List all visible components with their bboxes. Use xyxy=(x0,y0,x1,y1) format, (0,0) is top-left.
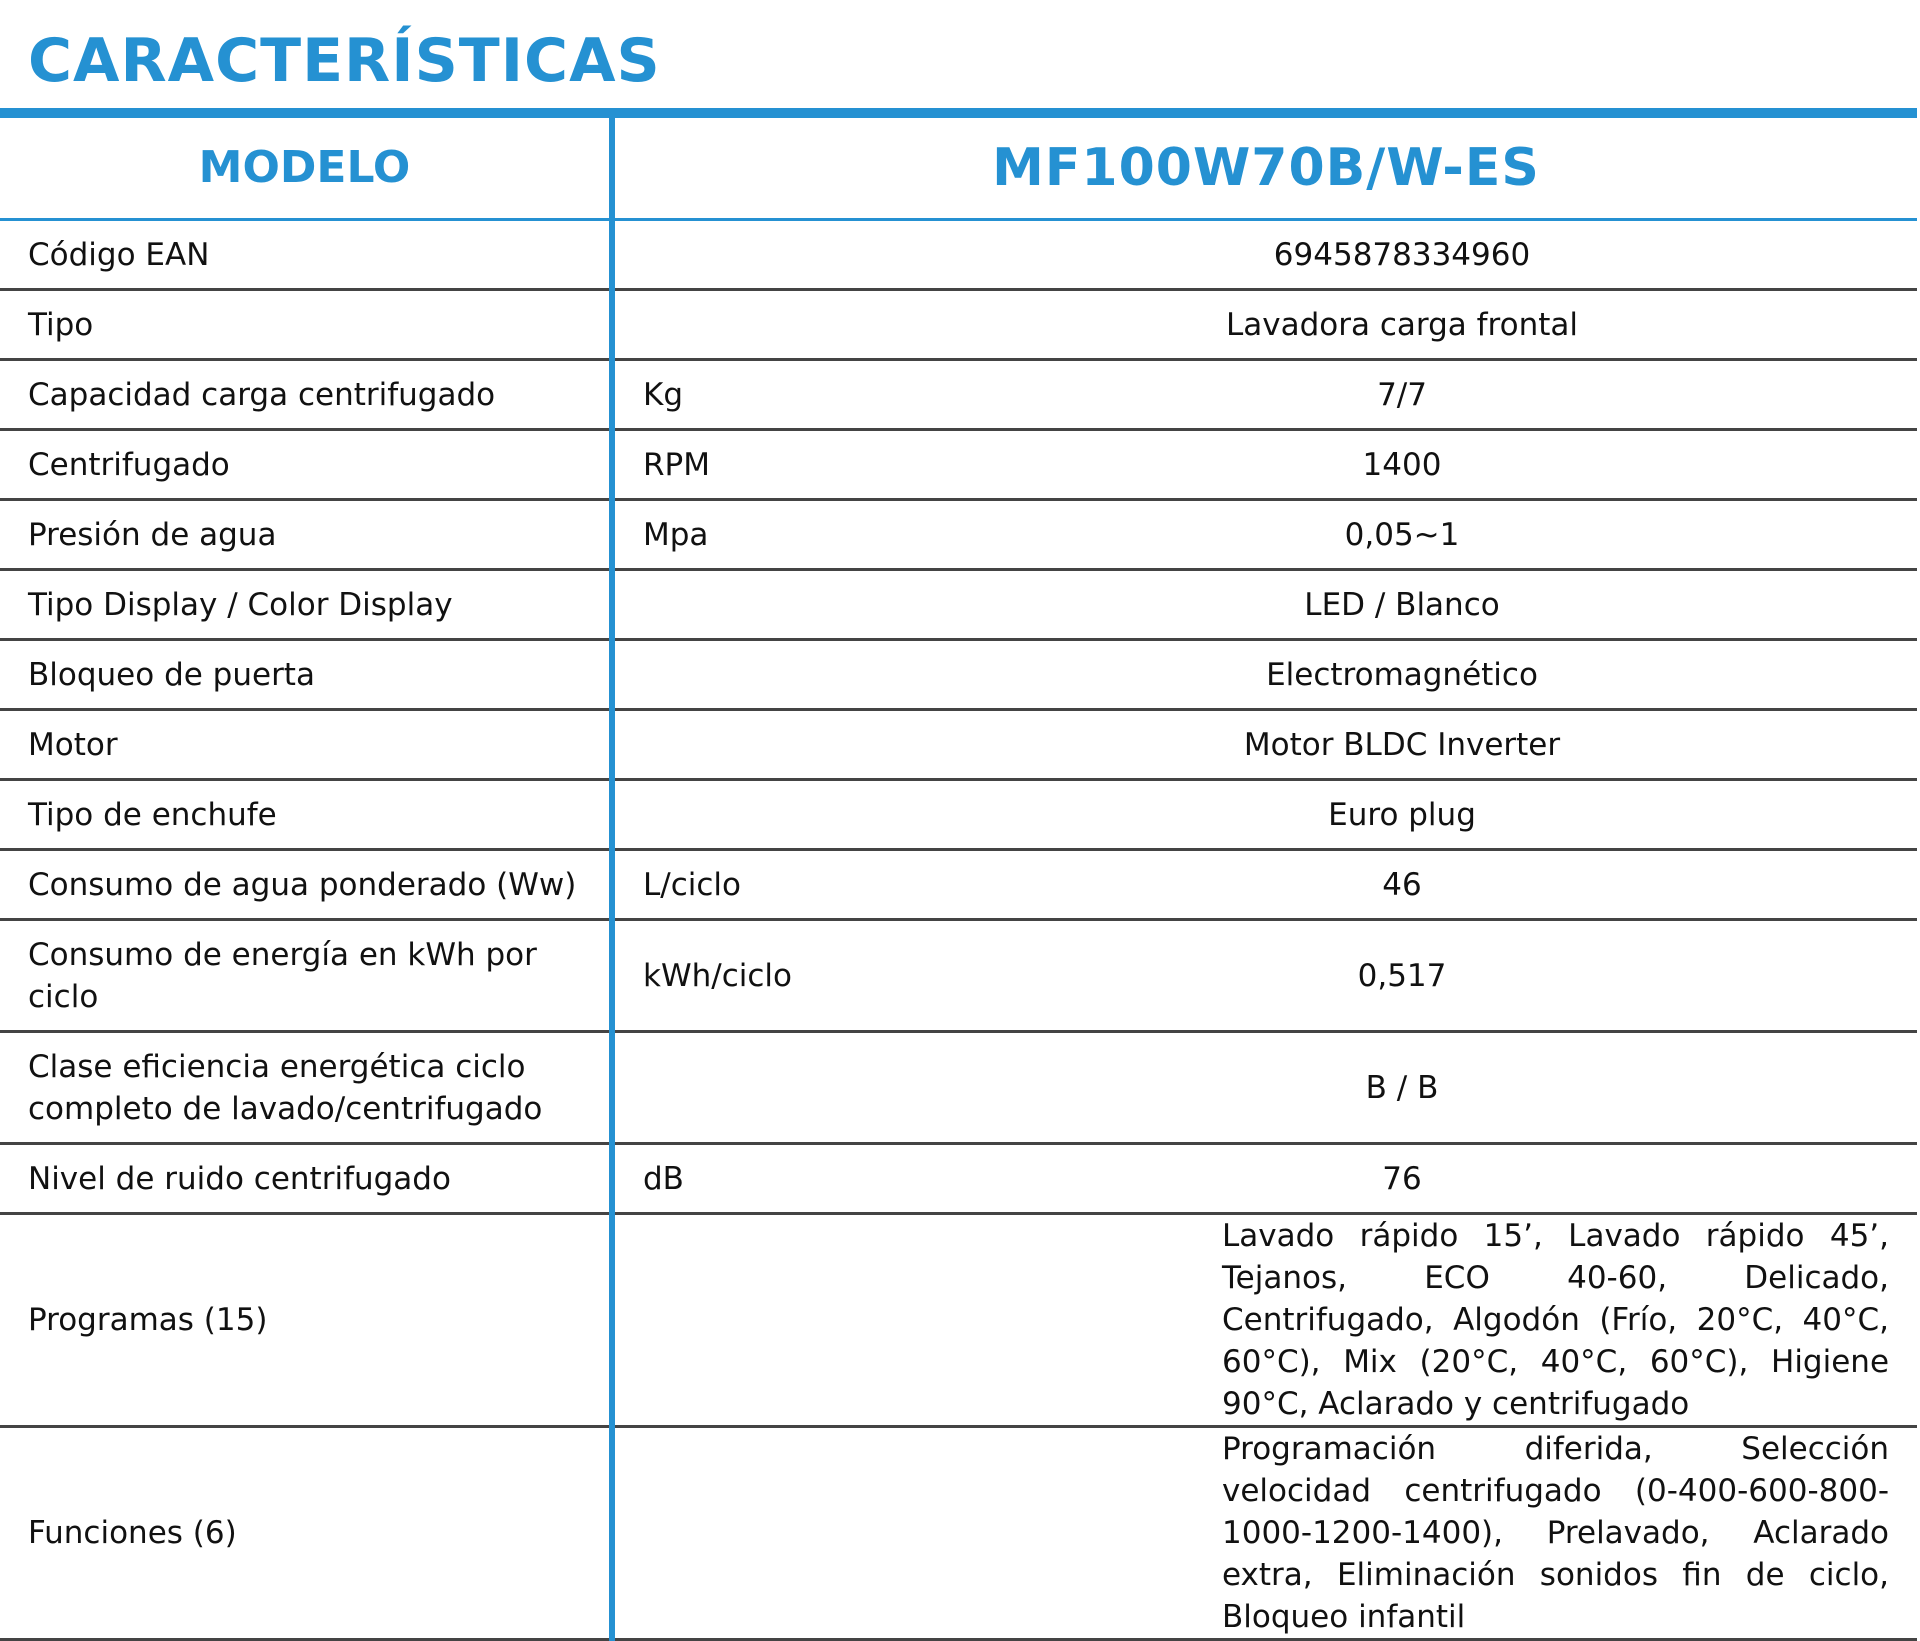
row-value: 0,05~1 xyxy=(887,500,1917,570)
row-unit xyxy=(612,570,887,640)
row-value: LED / Blanco xyxy=(887,570,1917,640)
row-value: Electromagnético xyxy=(887,640,1917,710)
row-unit: kWh/ciclo xyxy=(612,920,887,1032)
table-row xyxy=(0,430,1917,500)
row-value: Lavadora carga frontal xyxy=(887,290,1917,360)
spec-table xyxy=(0,118,1917,1641)
table-row xyxy=(0,290,1917,360)
table-row xyxy=(0,1214,1917,1427)
row-label: Tipo xyxy=(0,290,612,360)
row-unit xyxy=(612,640,887,710)
row-value: Euro plug xyxy=(887,780,1917,850)
row-unit xyxy=(612,710,887,780)
row-value: 76 xyxy=(887,1144,1917,1214)
row-unit: Kg xyxy=(612,360,887,430)
row-label: Clase eficiencia energética ciclo completo de lavado/centrifugado xyxy=(0,1032,612,1144)
row-value: Programación diferida, Selección velocidad centrifugado (0-400-600-800-1000-1200-1400), Prelavado, Aclarado extra, Eliminación sonidos fin de ciclo, Bloqueo infantil xyxy=(887,1427,1917,1640)
row-unit xyxy=(612,1427,887,1640)
row-value: 46 xyxy=(887,850,1917,920)
row-value: 0,517 xyxy=(887,920,1917,1032)
row-label: Capacidad carga centrifugado xyxy=(0,360,612,430)
row-unit: L/ciclo xyxy=(612,850,887,920)
table-row xyxy=(0,1427,1917,1640)
table-row xyxy=(0,500,1917,570)
row-label: Presión de agua xyxy=(0,500,612,570)
table-row xyxy=(0,920,1917,1032)
row-label: Nivel de ruido centrifugado xyxy=(0,1144,612,1214)
table-row xyxy=(0,570,1917,640)
row-value: B / B xyxy=(887,1032,1917,1144)
model-label: MODELO xyxy=(0,118,612,220)
table-row xyxy=(0,710,1917,780)
row-label: Bloqueo de puerta xyxy=(0,640,612,710)
row-value: Motor BLDC Inverter xyxy=(887,710,1917,780)
row-value: 6945878334960 xyxy=(887,220,1917,290)
row-label: Consumo de energía en kWh por ciclo xyxy=(0,920,612,1032)
row-label: Funciones (6) xyxy=(0,1427,612,1640)
table-row xyxy=(0,1032,1917,1144)
row-unit xyxy=(612,220,887,290)
table-row xyxy=(0,850,1917,920)
row-unit xyxy=(612,1214,887,1427)
row-unit xyxy=(612,290,887,360)
row-unit xyxy=(612,1032,887,1144)
page-title: CARACTERÍSTICAS xyxy=(28,26,661,96)
table-row xyxy=(0,220,1917,290)
row-label: Centrifugado xyxy=(0,430,612,500)
row-label: Tipo de enchufe xyxy=(0,780,612,850)
row-value: 7/7 xyxy=(887,360,1917,430)
table-row xyxy=(0,360,1917,430)
model-value: MF100W70B/W-ES xyxy=(612,118,1917,220)
table-row xyxy=(0,640,1917,710)
row-unit: RPM xyxy=(612,430,887,500)
table-header-row xyxy=(0,118,1917,220)
row-label: Programas (15) xyxy=(0,1214,612,1427)
title-rule xyxy=(0,108,1917,118)
row-unit: dB xyxy=(612,1144,887,1214)
row-value: Lavado rápido 15’, Lavado rápido 45’, Tejanos, ECO 40-60, Delicado, Centrifugado, Algodón (Frío, 20°C, 40°C, 60°C), Mix (20°C, 40°C, 60°C), Higiene 90°C, Aclarado y centrifugado xyxy=(887,1214,1917,1427)
row-label: Código EAN xyxy=(0,220,612,290)
table-row xyxy=(0,1144,1917,1214)
row-value: 1400 xyxy=(887,430,1917,500)
row-label: Tipo Display / Color Display xyxy=(0,570,612,640)
row-label: Motor xyxy=(0,710,612,780)
table-row xyxy=(0,780,1917,850)
row-unit: Mpa xyxy=(612,500,887,570)
row-unit xyxy=(612,780,887,850)
row-label: Consumo de agua ponderado (Ww) xyxy=(0,850,612,920)
